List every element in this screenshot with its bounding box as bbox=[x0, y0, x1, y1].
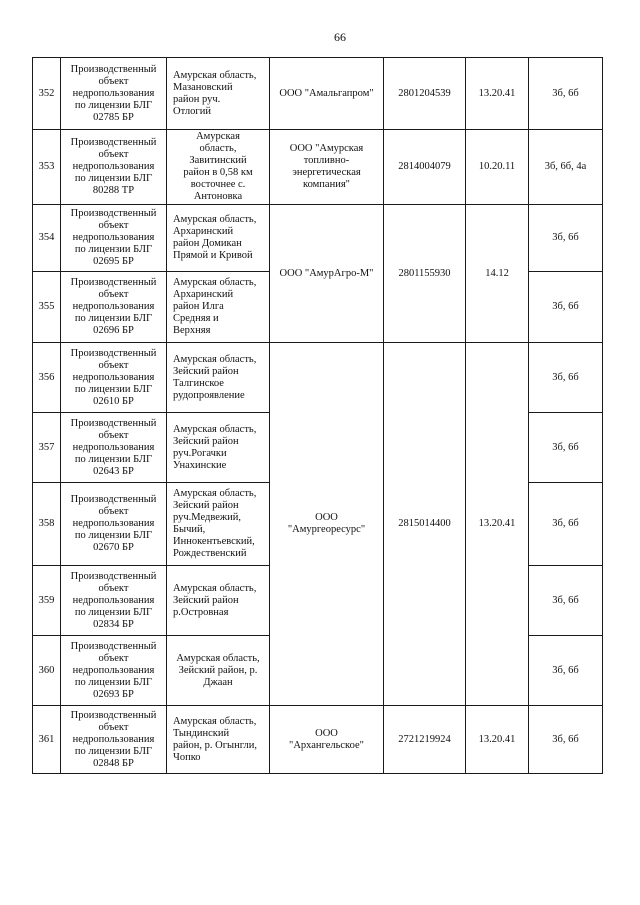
object-cell: Производственный объект недропользования по лицензии БЛГ 02848 БР bbox=[61, 706, 167, 774]
articles-cell: 3б, 6б bbox=[529, 706, 603, 774]
location-cell: Амурская область, Зейский район руч.Медвежий, Бычий, Иннокентьевский, Рождественский bbox=[167, 483, 270, 566]
table-row bbox=[33, 343, 603, 413]
row-number: 360 bbox=[33, 636, 61, 706]
location-cell: Амурская область, Мазановский район руч. Отлогий bbox=[167, 58, 270, 130]
location-cell: Амурская область, Тындинский район, р. Огынгли, Чопко bbox=[167, 706, 270, 774]
inn-cell: 2801204539 bbox=[384, 58, 466, 130]
articles-cell: 3б, 6б bbox=[529, 413, 603, 483]
object-cell: Производственный объект недропользования по лицензии БЛГ 02643 БР bbox=[61, 413, 167, 483]
location-cell: Амурская область, Зейский район руч.Рогачки Унахинские bbox=[167, 413, 270, 483]
articles-cell: 3б, 6б bbox=[529, 205, 603, 272]
location-cell: Амурская область, Архаринский район Илга Средняя и Верхняя bbox=[167, 272, 270, 343]
row-number: 358 bbox=[33, 483, 61, 566]
inn-cell: 2815014400 bbox=[384, 343, 466, 706]
table-row bbox=[33, 706, 603, 774]
okved-cell: 14.12 bbox=[466, 205, 529, 343]
okved-cell: 13.20.41 bbox=[466, 58, 529, 130]
row-number: 355 bbox=[33, 272, 61, 343]
object-cell: Производственный объект недропользования по лицензии БЛГ 02696 БР bbox=[61, 272, 167, 343]
organization-cell: ООО "АмурАгро-М" bbox=[270, 205, 384, 343]
row-number: 359 bbox=[33, 566, 61, 636]
object-cell: Производственный объект недропользования по лицензии БЛГ 02670 БР bbox=[61, 483, 167, 566]
inn-cell: 2801155930 bbox=[384, 205, 466, 343]
object-cell: Производственный объект недропользования по лицензии БЛГ 80288 ТР bbox=[61, 130, 167, 205]
inn-cell: 2721219924 bbox=[384, 706, 466, 774]
object-cell: Производственный объект недропользования по лицензии БЛГ 02785 БР bbox=[61, 58, 167, 130]
articles-cell: 3б, 6б bbox=[529, 272, 603, 343]
location-cell: Амурская область, Завитинский район в 0,58 км восточнее с. Антоновка bbox=[167, 130, 270, 205]
articles-cell: 3б, 6б bbox=[529, 343, 603, 413]
okved-cell: 13.20.41 bbox=[466, 343, 529, 706]
object-cell: Производственный объект недропользования по лицензии БЛГ 02695 БР bbox=[61, 205, 167, 272]
okved-cell: 13.20.41 bbox=[466, 706, 529, 774]
table-row bbox=[33, 130, 603, 205]
object-cell: Производственный объект недропользования по лицензии БЛГ 02693 БР bbox=[61, 636, 167, 706]
organization-cell: ООО "Амальгапром" bbox=[270, 58, 384, 130]
articles-cell: 3б, 6б bbox=[529, 636, 603, 706]
row-number: 356 bbox=[33, 343, 61, 413]
location-cell: Амурская область, Зейский район р.Островная bbox=[167, 566, 270, 636]
okved-cell: 10.20.11 bbox=[466, 130, 529, 205]
row-number: 352 bbox=[33, 58, 61, 130]
organization-cell: ООО "Амурская топливно- энергетическая компания" bbox=[270, 130, 384, 205]
object-cell: Производственный объект недропользования по лицензии БЛГ 02610 БР bbox=[61, 343, 167, 413]
table-row bbox=[33, 205, 603, 272]
page-number: 66 bbox=[334, 30, 346, 44]
organization-cell: ООО "Архангельское" bbox=[270, 706, 384, 774]
inn-cell: 2814004079 bbox=[384, 130, 466, 205]
articles-cell: 3б, 6б bbox=[529, 566, 603, 636]
articles-cell: 3б, 6б, 4а bbox=[529, 130, 603, 205]
row-number: 353 bbox=[33, 130, 61, 205]
object-cell: Производственный объект недропользования по лицензии БЛГ 02834 БР bbox=[61, 566, 167, 636]
row-number: 361 bbox=[33, 706, 61, 774]
registry-table bbox=[32, 57, 603, 774]
articles-cell: 3б, 6б bbox=[529, 58, 603, 130]
location-cell: Амурская область, Архаринский район Домикан Прямой и Кривой bbox=[167, 205, 270, 272]
location-cell: Амурская область, Зейский район Талгинское рудопроявление bbox=[167, 343, 270, 413]
table-row bbox=[33, 58, 603, 130]
row-number: 357 bbox=[33, 413, 61, 483]
organization-cell: ООО "Амургеоресурс" bbox=[270, 343, 384, 706]
row-number: 354 bbox=[33, 205, 61, 272]
articles-cell: 3б, 6б bbox=[529, 483, 603, 566]
location-cell: Амурская область, Зейский район, р. Джаан bbox=[167, 636, 270, 706]
